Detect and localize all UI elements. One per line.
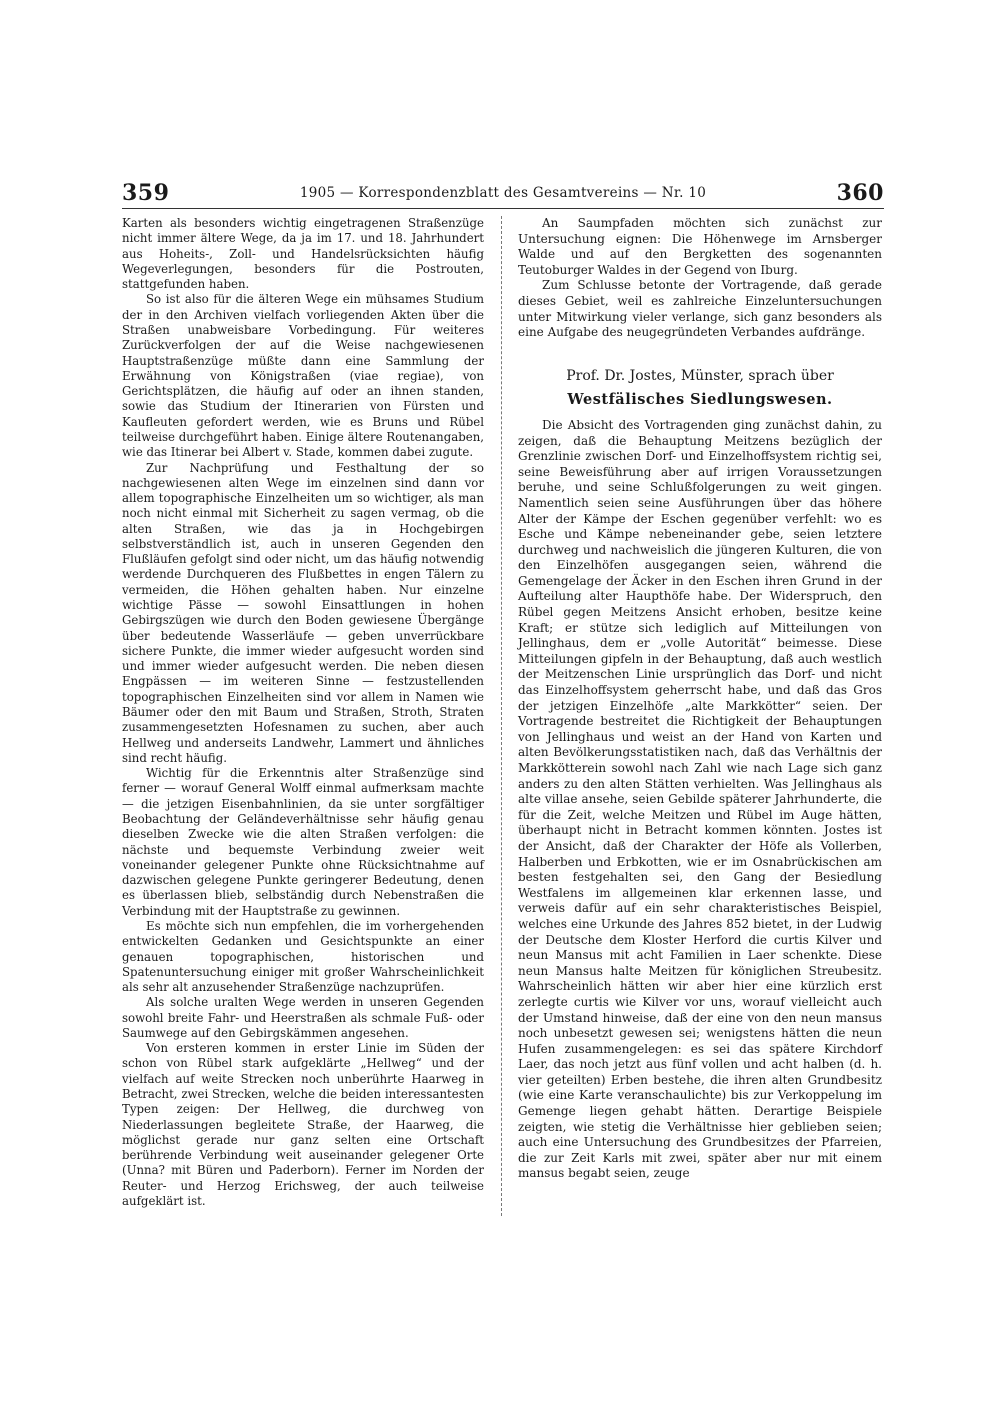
paragraph: Von ersteren kommen in erster Linie im Süden der schon von Rübel stark aufgeklärte „Hellweg“ und der vielfach auf weite Strecken noch unberührte Haarweg in Betracht, zwei Strecken, welche die beiden interessantesten Typen zeigen: Der Hellweg, die durchweg von Niederlassungen begleitete Straße, der Haarweg, die möglichst gerade nur ganz selten eine Ortschaft berührende Verbindung weit auseinander gelegener Orte (Unna? mit Büren und Paderborn). Ferner im Norden der Reuter- und Herzog Erichsweg, der auch teilweise aufgeklärt ist. <box>122 1041 484 1208</box>
page-number-right: 360 <box>836 180 884 206</box>
right-column <box>518 216 882 1182</box>
section-title: Westfälisches Siedlungswesen. <box>567 391 833 409</box>
paragraph: Es möchte sich nun empfehlen, die im vorhergehenden entwickelten Gedanken und Gesichtspunkte an einer genauen topographischen, historischen und Spatenuntersuchung einiger mit großer Wahrscheinlichkeit als sehr alt anzusehender Straßenzüge nachzuprüfen. <box>122 918 484 995</box>
paragraph: Wichtig für die Erkenntnis alter Straßenzüge sind ferner — worauf General Wolff einmal aufmerksam machte — die jetzigen Eisenbahnlinien, da sie unter sorgfältiger Beobachtung der Geländeverhältnisse sehr häufig genau dieselben Zwecke wie die alten Straßen verfolgen: die nächste und bequemste Verbindung zweier weit voneinander gelegener Punkte ohne Rücksichtnahme auf dazwischen gelegene Punkte geringerer Bedeutung, denen es überlassen blieb, selbständig durch Nebenstraßen die Verbindung mit der Hauptstraße zu gewinnen. <box>122 766 484 918</box>
speaker-line: Prof. Dr. Jostes, Münster, sprach über <box>566 367 834 384</box>
column-divider <box>501 216 502 1216</box>
paragraph: Als solche uralten Wege werden in unseren Gegenden sowohl breite Fahr- und Heerstraßen als schmale Fuß- oder Saumwege auf den Gebirgskämmen angesehen. <box>122 995 484 1040</box>
paragraph: Zum Schlusse betonte der Vortragende, daß gerade dieses Gebiet, weil es zahlreiche Einzeluntersuchungen unter Mitwirkung vieler verlange, sich ganz besonders als eine Aufgabe des neugegründeten Verbandes aufdränge. <box>518 278 882 340</box>
paragraph: An Saumpfaden möchten sich zunächst zur Untersuchung eignen: Die Höhenwege im Arnsberger Walde und auf den Bergketten des sogenannten Teutoburger Waldes in der Gegend von Iburg. <box>518 216 882 277</box>
page-header <box>122 180 884 206</box>
header-rule <box>122 208 884 209</box>
running-title: 1905 — Korrespondenzblatt des Gesamtvereins — Nr. 10 <box>299 185 707 201</box>
paragraph: Karten als besonders wichtig eingetragenen Straßenzüge nicht immer ältere Wege, da ja im 17. und 18. Jahrhundert aus Hoheits-, Zoll- und Handelsrücksichten häufig Wegeverlegungen, besonders für die Postrouten, stattgefunden haben. <box>122 216 484 292</box>
page-number-left: 359 <box>122 180 170 206</box>
paragraph: So ist also für die älteren Wege ein mühsames Studium der in den Archiven vielfach vorliegenden Akten über die Straßen unabweisbare Vorbedingung. Für weiteres Zurückverfolgen der auf die Weise nachgewiesenen Hauptstraßenzüge müßte dann eine Sammlung der Erwähnung von Königstraßen (viae regiae), von Gerichtsplätzen, die häufig auf oder an ihnen standen, sowie das Studium der Itinerarien von Fürsten und Kaufleuten gefordert werden, wie es Bruns und Rübel teilweise durchgeführt haben. Einige ältere Routenangaben, wie das Itinerar bei Albert v. Stade, kommen dabei zugute. <box>122 292 484 460</box>
paragraph: Zur Nachprüfung und Festhaltung der so nachgewiesenen alten Wege im einzelnen sind dann vor allem topographische Einzelheiten um so wichtiger, als man noch nicht einmal mit Sicherheit zu sagen vermag, ob die alten Straßen, wie das ja in Hochgebirgen selbstverständlich ist, auch in unseren Gegenden den Flußläufen gefolgt sind oder nicht, um das häufig notwendig werdende Durchqueren des Flußbettes in engen Tälern zu vermeiden, die Höhen gehalten haben. Nur einzelne wichtige Pässe — sowohl Einsattlungen in hohen Gebirgszügen wie durch den Boden gewiesene Übergänge über bedeutende Wasserläufe — geben unverrückbare sichere Punkte, die immer wieder aufgesucht worden sind und immer wieder aufgesucht werden. Die neben diesen Engpässen — im weiteren Sinne — festzustellenden topographischen Einzelheiten sind vor allem in Namen wie Bäumer oder den mit Baum und Straßen, Stroth, Straten zusammengesetzten Hofesnamen zu suchen, aber auch Hellweg und anderseits Landwehr, Lammert und ähnliches sind recht häufig. <box>122 460 484 765</box>
left-column <box>122 216 484 1209</box>
paragraph: Die Absicht des Vortragenden ging zunächst dahin, zu zeigen, daß die Behauptung Meitzens bezüglich der Grenzlinie zwischen Dorf- und Einzelhoffsystem richtig sei, seine Beweisführung aber auf irrigen Voraussetzungen beruhe, und seine Schlußfolgerungen zu weit gingen. Namentlich seien seine Ausführungen über das höhere Alter der Kämpe der Eschen gegenüber verfehlt: wo es Esche und Kämpe nebeneinander gebe, seien letztere durchweg und nachweislich die jüngeren Kulturen, die von den Einzelhöfen ausgegangen seien, während die Gemengelage der Äcker in den Eschen ihren Grund in der Aufteilung alter Haupthöfe habe. Der Widerspruch, den Rübel gegen Meitzens Ansicht erhoben, besitze keine Kraft; er stütze sich lediglich auf Mitteilungen von Jellinghaus, dem er „volle Autorität“ beimesse. Diese Mitteilungen gipfeln in der Behauptung, daß auch westlich der Meitzenschen Linie ursprünglich das Dorf- und nicht das Einzelhoffsystem geherrscht habe, und daß das Gros der jetzigen Einzelhöfe „alte Markkötter“ seien. Der Vortragende bestreitet die Richtigkeit der Behauptungen von Jellinghaus und weist an der Hand von Karten und alten Bevölkerungsstatistiken nach, daß das Verhältnis der Markkötterein sowohl nach Zahl wie nach Lage sich ganz anders zu den alten Stätten verhielten. Was Jellinghaus als alte villae ansehe, seien Gebilde späterer Jahrhunderte, die für die Zeit, welche Meitzen und Rübel im Auge hätten, überhaupt nicht in Betracht kommen könnten. Jostes ist der Ansicht, daß der Charakter der Höfe als Vollerben, Halberben und Erbkotten, wie er im Osnabrückischen am besten festgehalten sei, den Gang der Besiedlung Westfalens im allgemeinen klar erkennen lasse, und verweis dafür auf ein sehr charakteristisches Beispiel, welches eine Urkunde des Jahres 852 bietet, in der Ludwig der Deutsche dem Kloster Herford die curtis Kilver und neun Mansus mit acht Familien in Laer schenkte. Diese neun Mansus halte Meitzen für königlichen Streubesitz. Wahrscheinlich hätten wir aber hier eine kürzlich erst zerlegte curtis wie Kilver vor uns, worauf vielleicht auch der Umstand hinweise, daß der eine von den neun mansus noch unbesetzt gewesen sei; wenigstens hätten die neun Hufen zusammengelegen: es sei das spätere Kirchdorf Laer, das noch jetzt aus fünf vollen und acht halben (d. h. vier geteilten) Erben bestehe, die ihren alten Grundbesitz (wie eine Karte veranschaulichte) bis zur Verkoppelung im Gemenge liegen gehabt hätten. Derartige Beispiele zeigten, wie stetig die Verhältnisse hier geblieben seien; auch eine Untersuchung des Grundbesitzes der Pfarreien, die zur Zeit Karls mit zwei, später aber nur mit einem mansus begabt seien, zeuge <box>518 417 882 1181</box>
